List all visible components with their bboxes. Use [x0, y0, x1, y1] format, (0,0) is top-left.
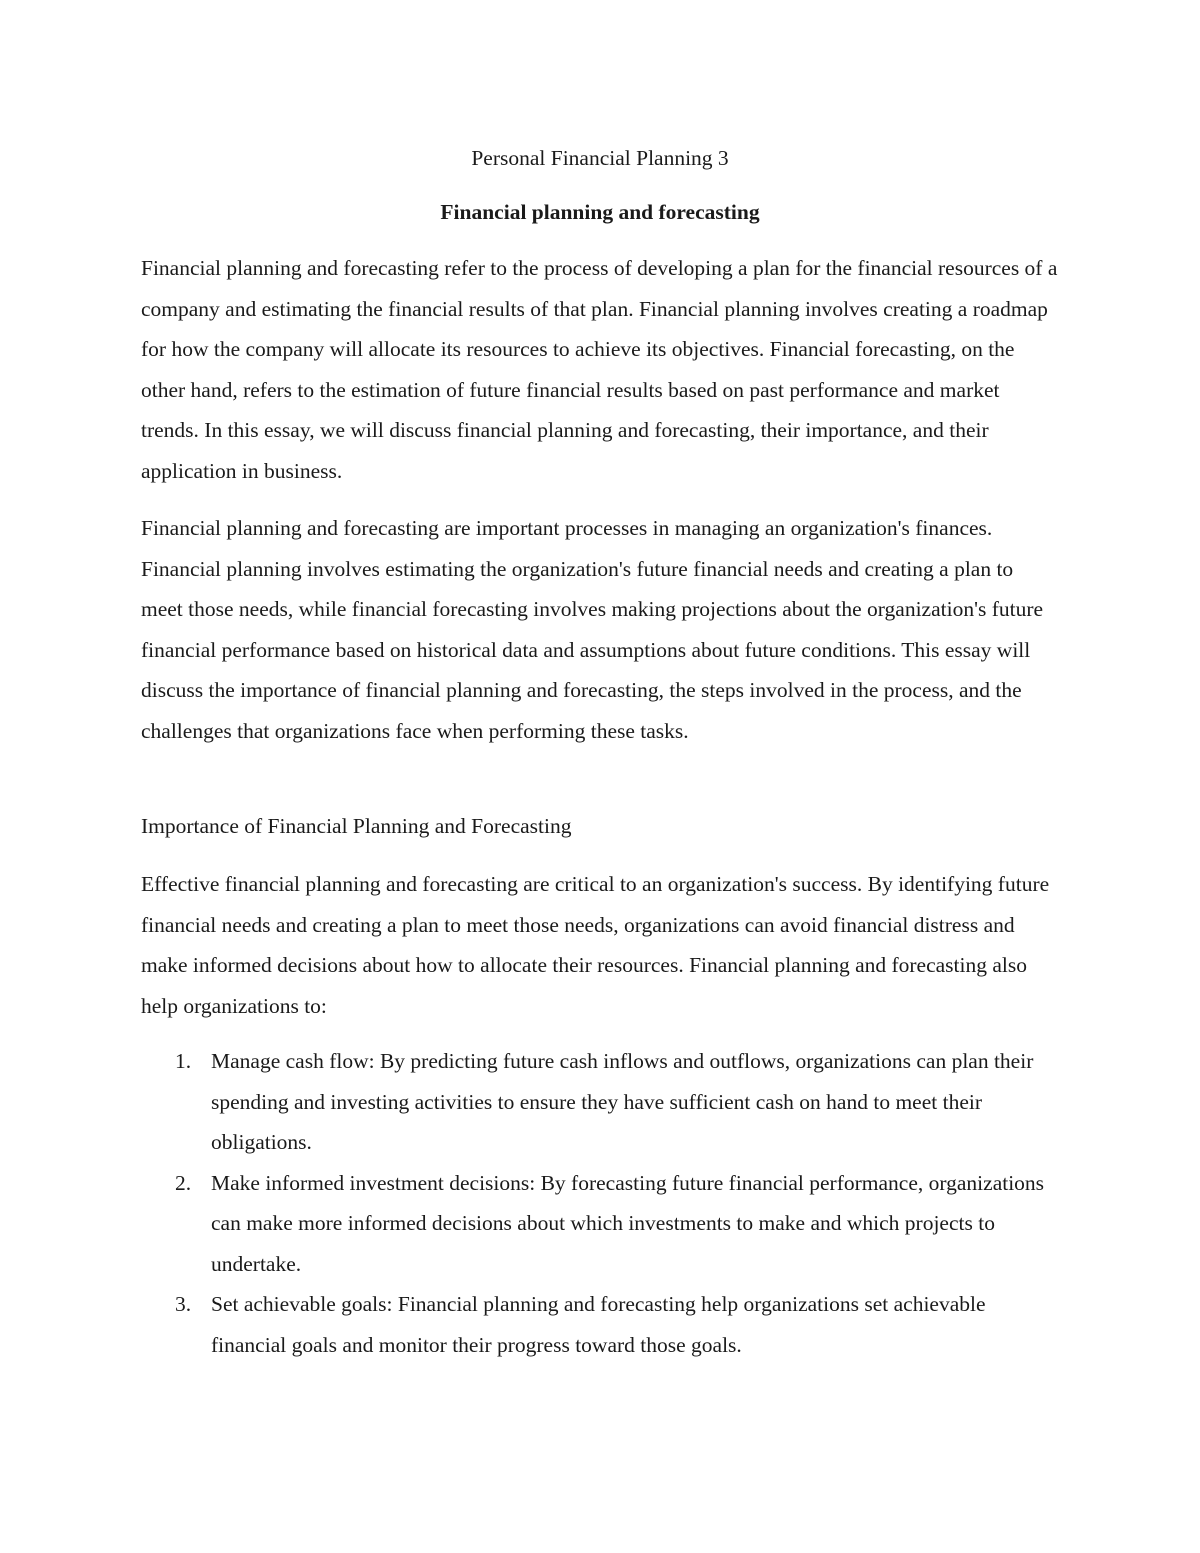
section-subheading: Importance of Financial Planning and Forecasting — [141, 814, 572, 838]
list-item-number: 3. — [175, 1292, 192, 1316]
body-paragraph: Financial planning and forecasting are important processes in managing an organization's finances. Financial planning involves estimating the organization's future financial needs and creating a plan to meet those needs, while financial forecasting involves making projections about the organization's future financial performance based on historical data and assumptions about future conditions. This essay will discuss the importance of financial planning and forecasting, the steps involved in the process, and the challenges that organizations face when performing these tasks. — [141, 516, 1044, 743]
page-header: Personal Financial Planning 3 — [471, 146, 729, 170]
body-paragraph: Financial planning and forecasting refer to the process of developing a plan for the financial resources of a company and estimating the financial results of that plan. Financial planning involves creating a roadmap for how the company will allocate its resources to achieve its objectives. Financial forecasting, on the other hand, refers to the estimation of future financial results based on past performance and market trends. In this essay, we will discuss financial planning and forecasting, their importance, and their application in business. — [141, 256, 1058, 483]
list-item — [141, 1163, 1059, 1285]
list-item-text: Manage cash flow: By predicting future cash inflows and outflows, organizations can plan their spending and investing activities to ensure they have sufficient cash on hand to meet their obligations. — [211, 1049, 1034, 1154]
list-item-number: 2. — [175, 1170, 192, 1195]
list-item — [141, 1041, 1059, 1163]
list-item — [141, 1284, 1059, 1365]
list-item-number: 1. — [175, 1049, 192, 1073]
body-paragraph: Effective financial planning and forecasting are critical to an organization's success. By identifying future financial needs and creating a plan to meet those needs, organizations can avoid financial distress and make informed decisions about how to allocate their resources. Financial planning and forecasting also help organizations to: — [141, 872, 1050, 1018]
document-title: Financial planning and forecasting — [440, 200, 760, 224]
list-item-text: Set achievable goals: Financial planning and forecasting help organizations set achievable financial goals and monitor their progress toward those goals. — [211, 1292, 986, 1357]
numbered-list — [141, 1041, 1059, 1365]
list-item-text: Make informed investment decisions: By forecasting future financial performance, organizations can make more informed decisions about which investments to make and which projects to undertake. — [211, 1170, 1045, 1276]
